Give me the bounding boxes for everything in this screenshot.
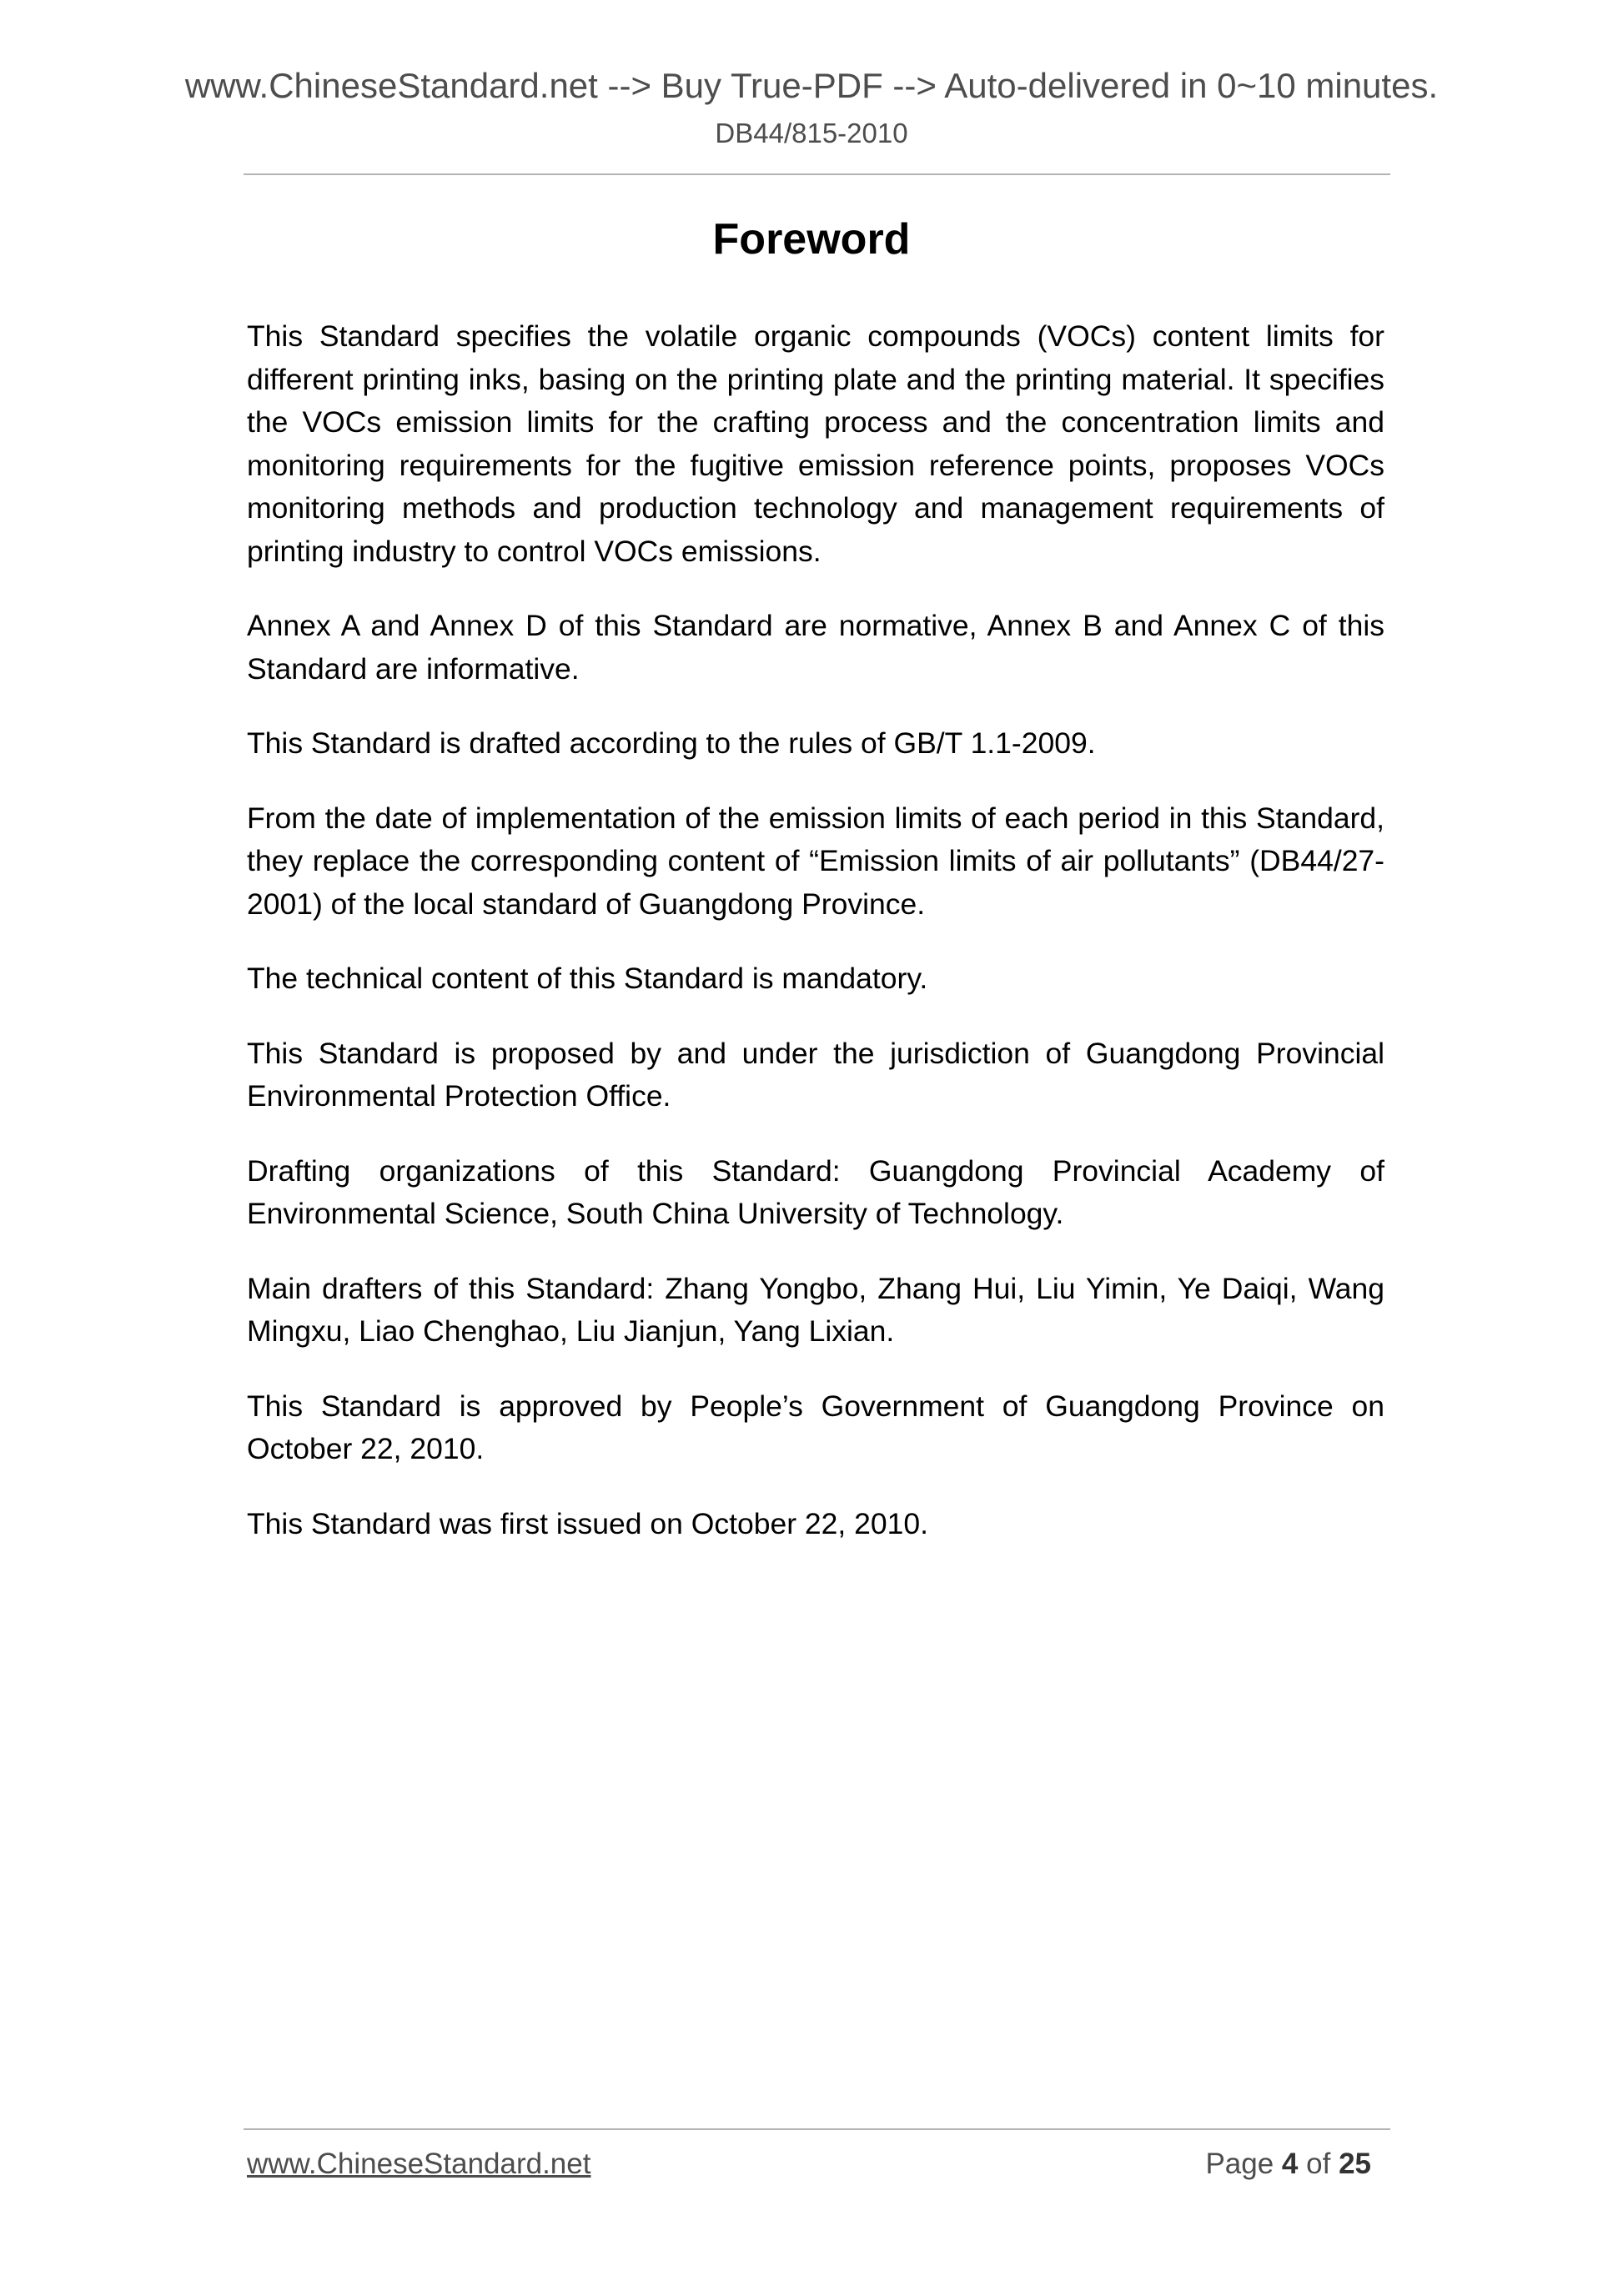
paragraph-drafting-rules: This Standard is drafted according to the rules of GB/T 1.1-2009. [247,726,1096,760]
page-number [1205,2147,1371,2182]
paragraph-mandatory: The technical content of this Standard is mandatory. [247,962,928,995]
paragraph-approval: This Standard is approved by People’s Government of Guangdong Province on October 22, 2010. [247,1389,1384,1465]
paragraph-scope: This Standard specifies the volatile organic compounds (VOCs) content limits for different printing inks, basing on the printing plate and the printing material. It specifies the VOCs emission limits for the crafting process and the concentration limits and monitoring requirements for the fugitive emission reference points, proposes VOCs monitoring methods and production technology and management requirements of printing industry to control VOCs emissions. [247,319,1384,568]
paragraph-jurisdiction: This Standard is proposed by and under the jurisdiction of Guangdong Provincial Environmental Protection Office. [247,1036,1384,1113]
paragraph-drafters: Main drafters of this Standard: Zhang Yongbo, Zhang Hui, Liu Yimin, Ye Daiqi, Wang Mingxu, Liao Chenghao, Liu Jianjun, Yang Lixian. [247,1271,1384,1348]
total-pages-number: 25 [1339,2148,1371,2180]
page-title: Foreword [712,215,911,264]
top-banner: www.ChineseStandard.net --> Buy True-PDF --> Auto-delivered in 0~10 minutes. [184,66,1439,105]
paragraph-organizations: Drafting organizations of this Standard: Guangdong Provincial Academy of Environmental Science, South China University of Technology. [247,1153,1384,1230]
foreword-body [247,315,1384,1577]
document-code: DB44/815-2010 [715,118,908,148]
paragraph-replacement: From the date of implementation of the emission limits of each period in this Standard, they replace the corresponding content of “Emission limits of air pollutants” (DB44/27-2001) of the local standard of Guangdong Province. [247,801,1384,921]
footer-website-link[interactable]: www.ChineseStandard.net [247,2148,591,2180]
paragraph-first-issue: This Standard was first issued on October 22, 2010. [247,1506,928,1540]
page-of-label: of [1306,2148,1331,2180]
footer-divider [244,2128,1390,2130]
header-divider [244,173,1390,175]
page-label: Page [1205,2148,1274,2180]
current-page-number: 4 [1281,2148,1299,2180]
paragraph-annexes: Annex A and Annex D of this Standard are normative, Annex B and Annex C of this Standard are informative. [247,609,1384,686]
